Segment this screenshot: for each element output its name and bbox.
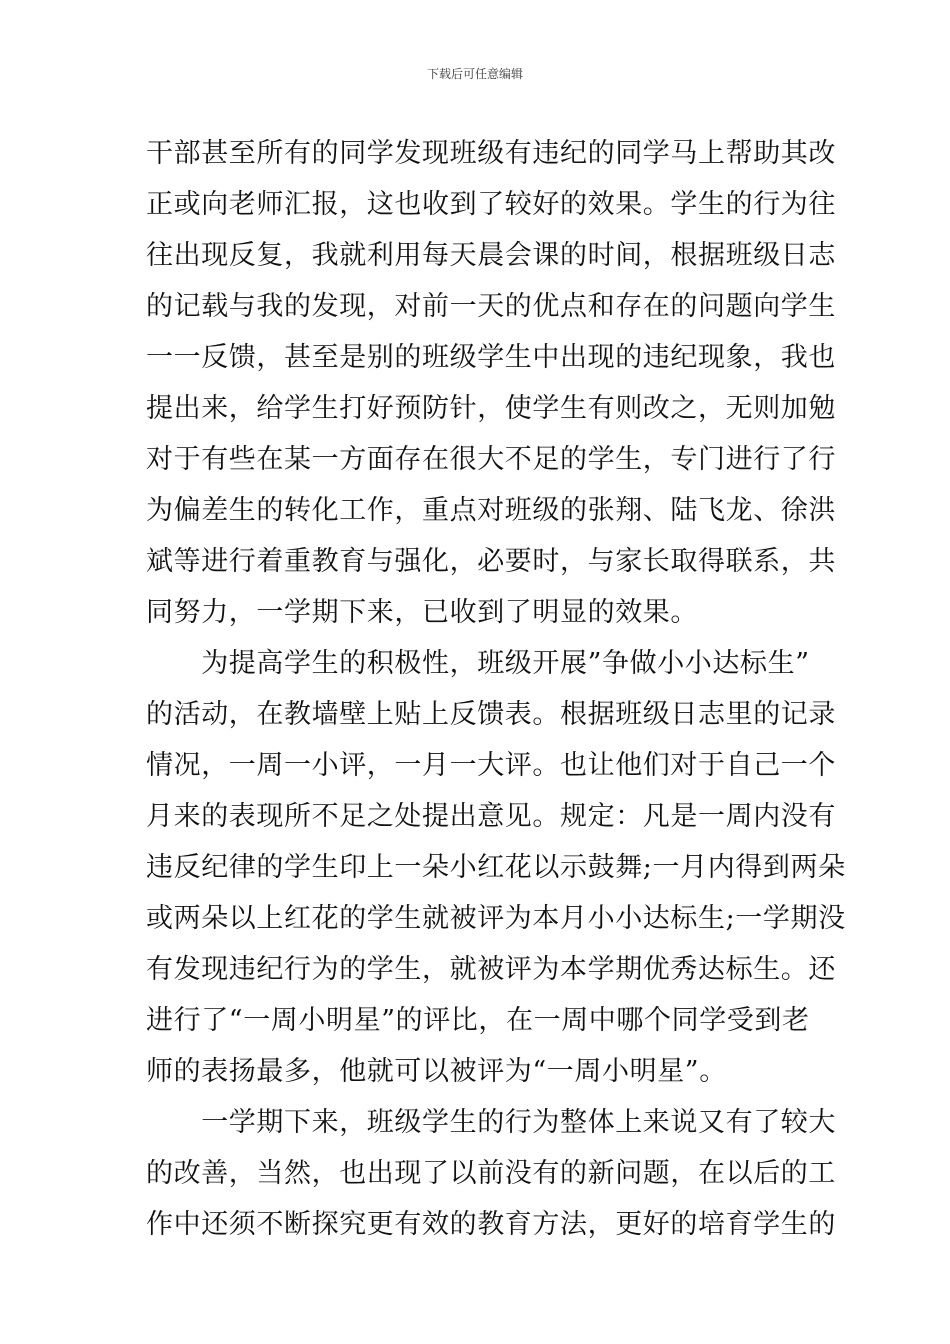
text-line: 师的表扬最多，他就可以被评为“一周小明星”。 <box>146 1056 727 1087</box>
text-line: 的活动，在教墙壁上贴上反馈表。根据班级日志里的记录 <box>146 699 836 730</box>
text-line: 的记载与我的发现，对前一天的优点和存在的问题向学生 <box>146 291 836 322</box>
text-line: 干部甚至所有的同学发现班级有违纪的同学马上帮助其改 <box>146 138 836 169</box>
text-line: 往出现反复，我就利用每天晨会课的时间，根据班级日志 <box>146 240 836 271</box>
text-line: 有发现违纪行为的学生，就被评为本学期优秀达标生。还 <box>146 954 836 985</box>
text-line: 进行了“一周小明星”的评比，在一周中哪个同学受到老 <box>146 1005 810 1036</box>
text-line: 正或向老师汇报，这也收到了较好的效果。学生的行为往 <box>146 189 836 220</box>
text-line: 提出来，给学生打好预防针，使学生有则改之，无则加勉 <box>146 393 836 424</box>
text-line: 对于有些在某一方面存在很大不足的学生，专门进行了行 <box>146 444 836 475</box>
text-line: 一学期下来，班级学生的行为整体上来说又有了较大 <box>146 1107 836 1138</box>
text-line: 为偏差生的转化工作，重点对班级的张翔、陆飞龙、徐洪 <box>146 495 836 526</box>
body-text <box>146 128 846 1250</box>
text-line: 同努力，一学期下来，已收到了明显的效果。 <box>146 597 698 628</box>
text-line: 月来的表现所不足之处提出意见。规定：凡是一周内没有 <box>146 801 836 832</box>
text-line: 的改善，当然，也出现了以前没有的新问题，在以后的工 <box>146 1158 836 1189</box>
text-line: 情况，一周一小评，一月一大评。也让他们对于自己一个 <box>146 750 836 781</box>
text-line: 违反纪律的学生印上一朵小红花以示鼓舞;一月内得到两朵 <box>146 852 846 883</box>
text-line: 一一反馈，甚至是别的班级学生中出现的违纪现象，我也 <box>146 342 836 373</box>
text-line: 斌等进行着重教育与强化，必要时，与家长取得联系，共 <box>146 546 836 577</box>
text-line: 为提高学生的积极性，班级开展”争做小小达标生” <box>146 648 810 679</box>
text-line: 作中还须不断探究更有效的教育方法，更好的培育学生的 <box>146 1209 836 1240</box>
page-header: 下载后可任意编辑 <box>426 67 523 81</box>
text-line: 或两朵以上红花的学生就被评为本月小小达标生;一学期没 <box>146 903 846 934</box>
